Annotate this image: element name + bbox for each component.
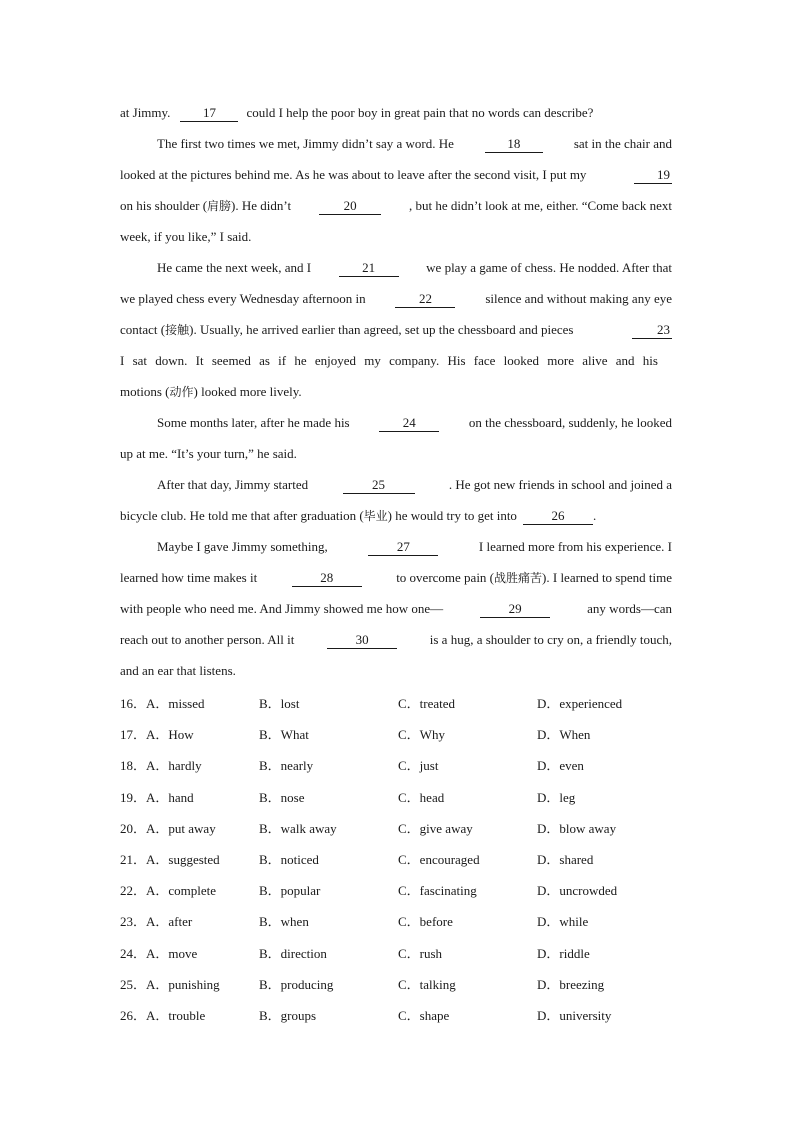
- passage-text: week, if you like,” I said.: [120, 229, 252, 244]
- passage-text: we played chess every Wednesday afternoon in: [120, 291, 366, 306]
- option-b: B．producing: [259, 976, 334, 992]
- question-row: [120, 969, 680, 1000]
- passage-text: at Jimmy.: [120, 105, 171, 120]
- option-c: C．treated: [398, 696, 456, 711]
- blank-23: 23: [632, 322, 672, 339]
- blank-21: 21: [339, 260, 399, 277]
- question-row: [120, 782, 680, 813]
- option-b: B．direction: [259, 945, 327, 961]
- blank-29: 29: [480, 601, 550, 618]
- blank-22: 22: [395, 291, 455, 308]
- passage-text: with people who need me. And Jimmy showed me how one—: [120, 601, 444, 616]
- option-d: D．uncrowded: [537, 883, 618, 899]
- option-d: D．leg: [537, 789, 576, 805]
- passage-text: up at me. “It’s your turn,” he said.: [120, 446, 297, 461]
- passage-line-14: [120, 503, 672, 534]
- passage-text: . He got new friends in school and joined a: [448, 477, 672, 492]
- question-row: [120, 906, 680, 937]
- option-d: D．blow away: [537, 820, 617, 836]
- option-a: 25．A．punishing: [120, 976, 220, 992]
- passage-text: reach out to another person. All it: [120, 632, 295, 647]
- question-row: [120, 938, 680, 969]
- option-a: 20．A．put away: [120, 820, 216, 836]
- passage-text: Some months later, after he made his: [157, 415, 350, 430]
- option-c: C．Why: [398, 727, 445, 743]
- option-c: C．talking: [398, 976, 456, 992]
- question-row: [120, 719, 680, 750]
- option-c: C．encouraged: [398, 851, 480, 867]
- option-a: 21．A．suggested: [120, 851, 220, 867]
- passage-line-4: [120, 193, 672, 224]
- option-a: 23．A．after: [120, 914, 193, 930]
- passage-line-1: [120, 100, 672, 131]
- blank-19: 19: [634, 167, 672, 184]
- option-c: C．give away: [398, 820, 473, 836]
- option-b: B．nose: [259, 789, 305, 805]
- passage-line-16: [120, 565, 672, 596]
- passage-text: motions (动作) looked more lively.: [120, 384, 302, 399]
- blank-28: 28: [292, 570, 362, 587]
- passage-text: to overcome pain (战胜痛苦). I learned to spend time: [396, 570, 672, 585]
- option-a: 22．A．complete: [120, 883, 217, 899]
- passage-line-19: [120, 658, 672, 689]
- option-b: B．noticed: [259, 851, 319, 867]
- passage-line-9: [120, 348, 672, 379]
- question-row: [120, 750, 680, 781]
- option-b: B．walk away: [259, 820, 337, 836]
- passage-text: looked at the pictures behind me. As he was about to leave after the second visit, I put my: [120, 167, 587, 182]
- question-row: [120, 875, 680, 906]
- option-a: 19．A．hand: [120, 789, 194, 805]
- option-a: 26．A．trouble: [120, 1007, 206, 1023]
- passage-text: contact (接触). Usually, he arrived earlier than agreed, set up the chessboard and pieces: [120, 322, 574, 337]
- passage-text: on the chessboard, suddenly, he looked: [468, 415, 672, 430]
- option-d: D．even: [537, 758, 584, 774]
- passage-text: I sat down. It seemed as if he enjoyed my company. His face looked more alive and his: [120, 353, 658, 368]
- option-c: C．before: [398, 914, 453, 930]
- passage-line-17: [120, 596, 672, 627]
- passage-text: I learned more from his experience. I: [478, 539, 672, 554]
- passage-text: He came the next week, and I: [157, 260, 312, 275]
- passage-text: After that day, Jimmy started: [157, 477, 309, 492]
- option-b: B．lost: [259, 696, 300, 711]
- option-b: B．when: [259, 914, 309, 930]
- option-d: D．riddle: [537, 945, 590, 961]
- cloze-passage: [120, 100, 672, 689]
- option-c: C．head: [398, 789, 445, 805]
- passage-line-8: [120, 317, 672, 348]
- option-c: C．fascinating: [398, 883, 477, 899]
- passage-text: could I help the poor boy in great pain that no words can describe?: [246, 105, 594, 120]
- question-row: [120, 688, 680, 719]
- passage-line-15: [120, 534, 672, 565]
- option-d: D．university: [537, 1007, 612, 1023]
- option-c: C．just: [398, 758, 439, 774]
- option-d: D．experienced: [537, 696, 623, 711]
- passage-line-2: [120, 131, 672, 162]
- question-list: [120, 688, 680, 1031]
- passage-line-6: [120, 255, 672, 286]
- option-c: C．rush: [398, 945, 443, 961]
- option-d: D．When: [537, 727, 591, 743]
- option-a: 18．A．hardly: [120, 758, 202, 774]
- passage-line-11: [120, 410, 672, 441]
- blank-30: 30: [327, 632, 397, 649]
- passage-text: bicycle club. He told me that after graduation (毕业) he would try to get into: [120, 508, 517, 523]
- passage-line-13: [120, 472, 672, 503]
- passage-line-5: [120, 224, 672, 255]
- passage-text: .: [592, 508, 597, 523]
- passage-text: and an ear that listens.: [120, 663, 236, 678]
- passage-text: silence and without making any eye: [485, 291, 672, 306]
- option-b: B．What: [259, 727, 309, 743]
- question-row: [120, 844, 680, 875]
- passage-text: The first two times we met, Jimmy didn’t say a word. He: [157, 136, 454, 151]
- passage-text: we play a game of chess. He nodded. After that: [426, 260, 672, 275]
- question-row: [120, 1000, 680, 1031]
- blank-25: 25: [343, 477, 415, 494]
- question-row: [120, 813, 680, 844]
- passage-text: is a hug, a shoulder to cry on, a friendly touch,: [429, 632, 672, 647]
- option-b: B．groups: [259, 1007, 317, 1023]
- blank-24: 24: [379, 415, 439, 432]
- passage-text: sat in the chair and: [573, 136, 672, 151]
- option-d: D．breezing: [537, 976, 605, 992]
- blank-17: 17: [180, 105, 238, 122]
- passage-text: , but he didn’t look at me, either. “Come back next: [409, 198, 672, 213]
- passage-text: any words—can: [587, 601, 672, 616]
- option-c: C．shape: [398, 1007, 450, 1023]
- option-b: B．nearly: [259, 758, 314, 774]
- passage-text: Maybe I gave Jimmy something,: [157, 539, 328, 554]
- blank-27: 27: [368, 539, 438, 556]
- passage-line-10: [120, 379, 672, 410]
- passage-line-7: [120, 286, 672, 317]
- option-d: D．shared: [537, 851, 594, 867]
- passage-text: on his shoulder (肩膀). He didn’t: [120, 198, 292, 213]
- blank-26: 26: [523, 508, 593, 525]
- blank-20: 20: [319, 198, 381, 215]
- option-a: 16．A．missed: [120, 696, 205, 711]
- passage-line-18: [120, 627, 672, 658]
- passage-text: learned how time makes it: [120, 570, 258, 585]
- option-a: 24．A．move: [120, 945, 198, 961]
- blank-18: 18: [485, 136, 543, 153]
- option-a: 17．A．How: [120, 727, 194, 743]
- passage-line-3: [120, 162, 672, 193]
- passage-line-12: [120, 441, 672, 472]
- option-d: D．while: [537, 914, 589, 930]
- option-b: B．popular: [259, 883, 321, 899]
